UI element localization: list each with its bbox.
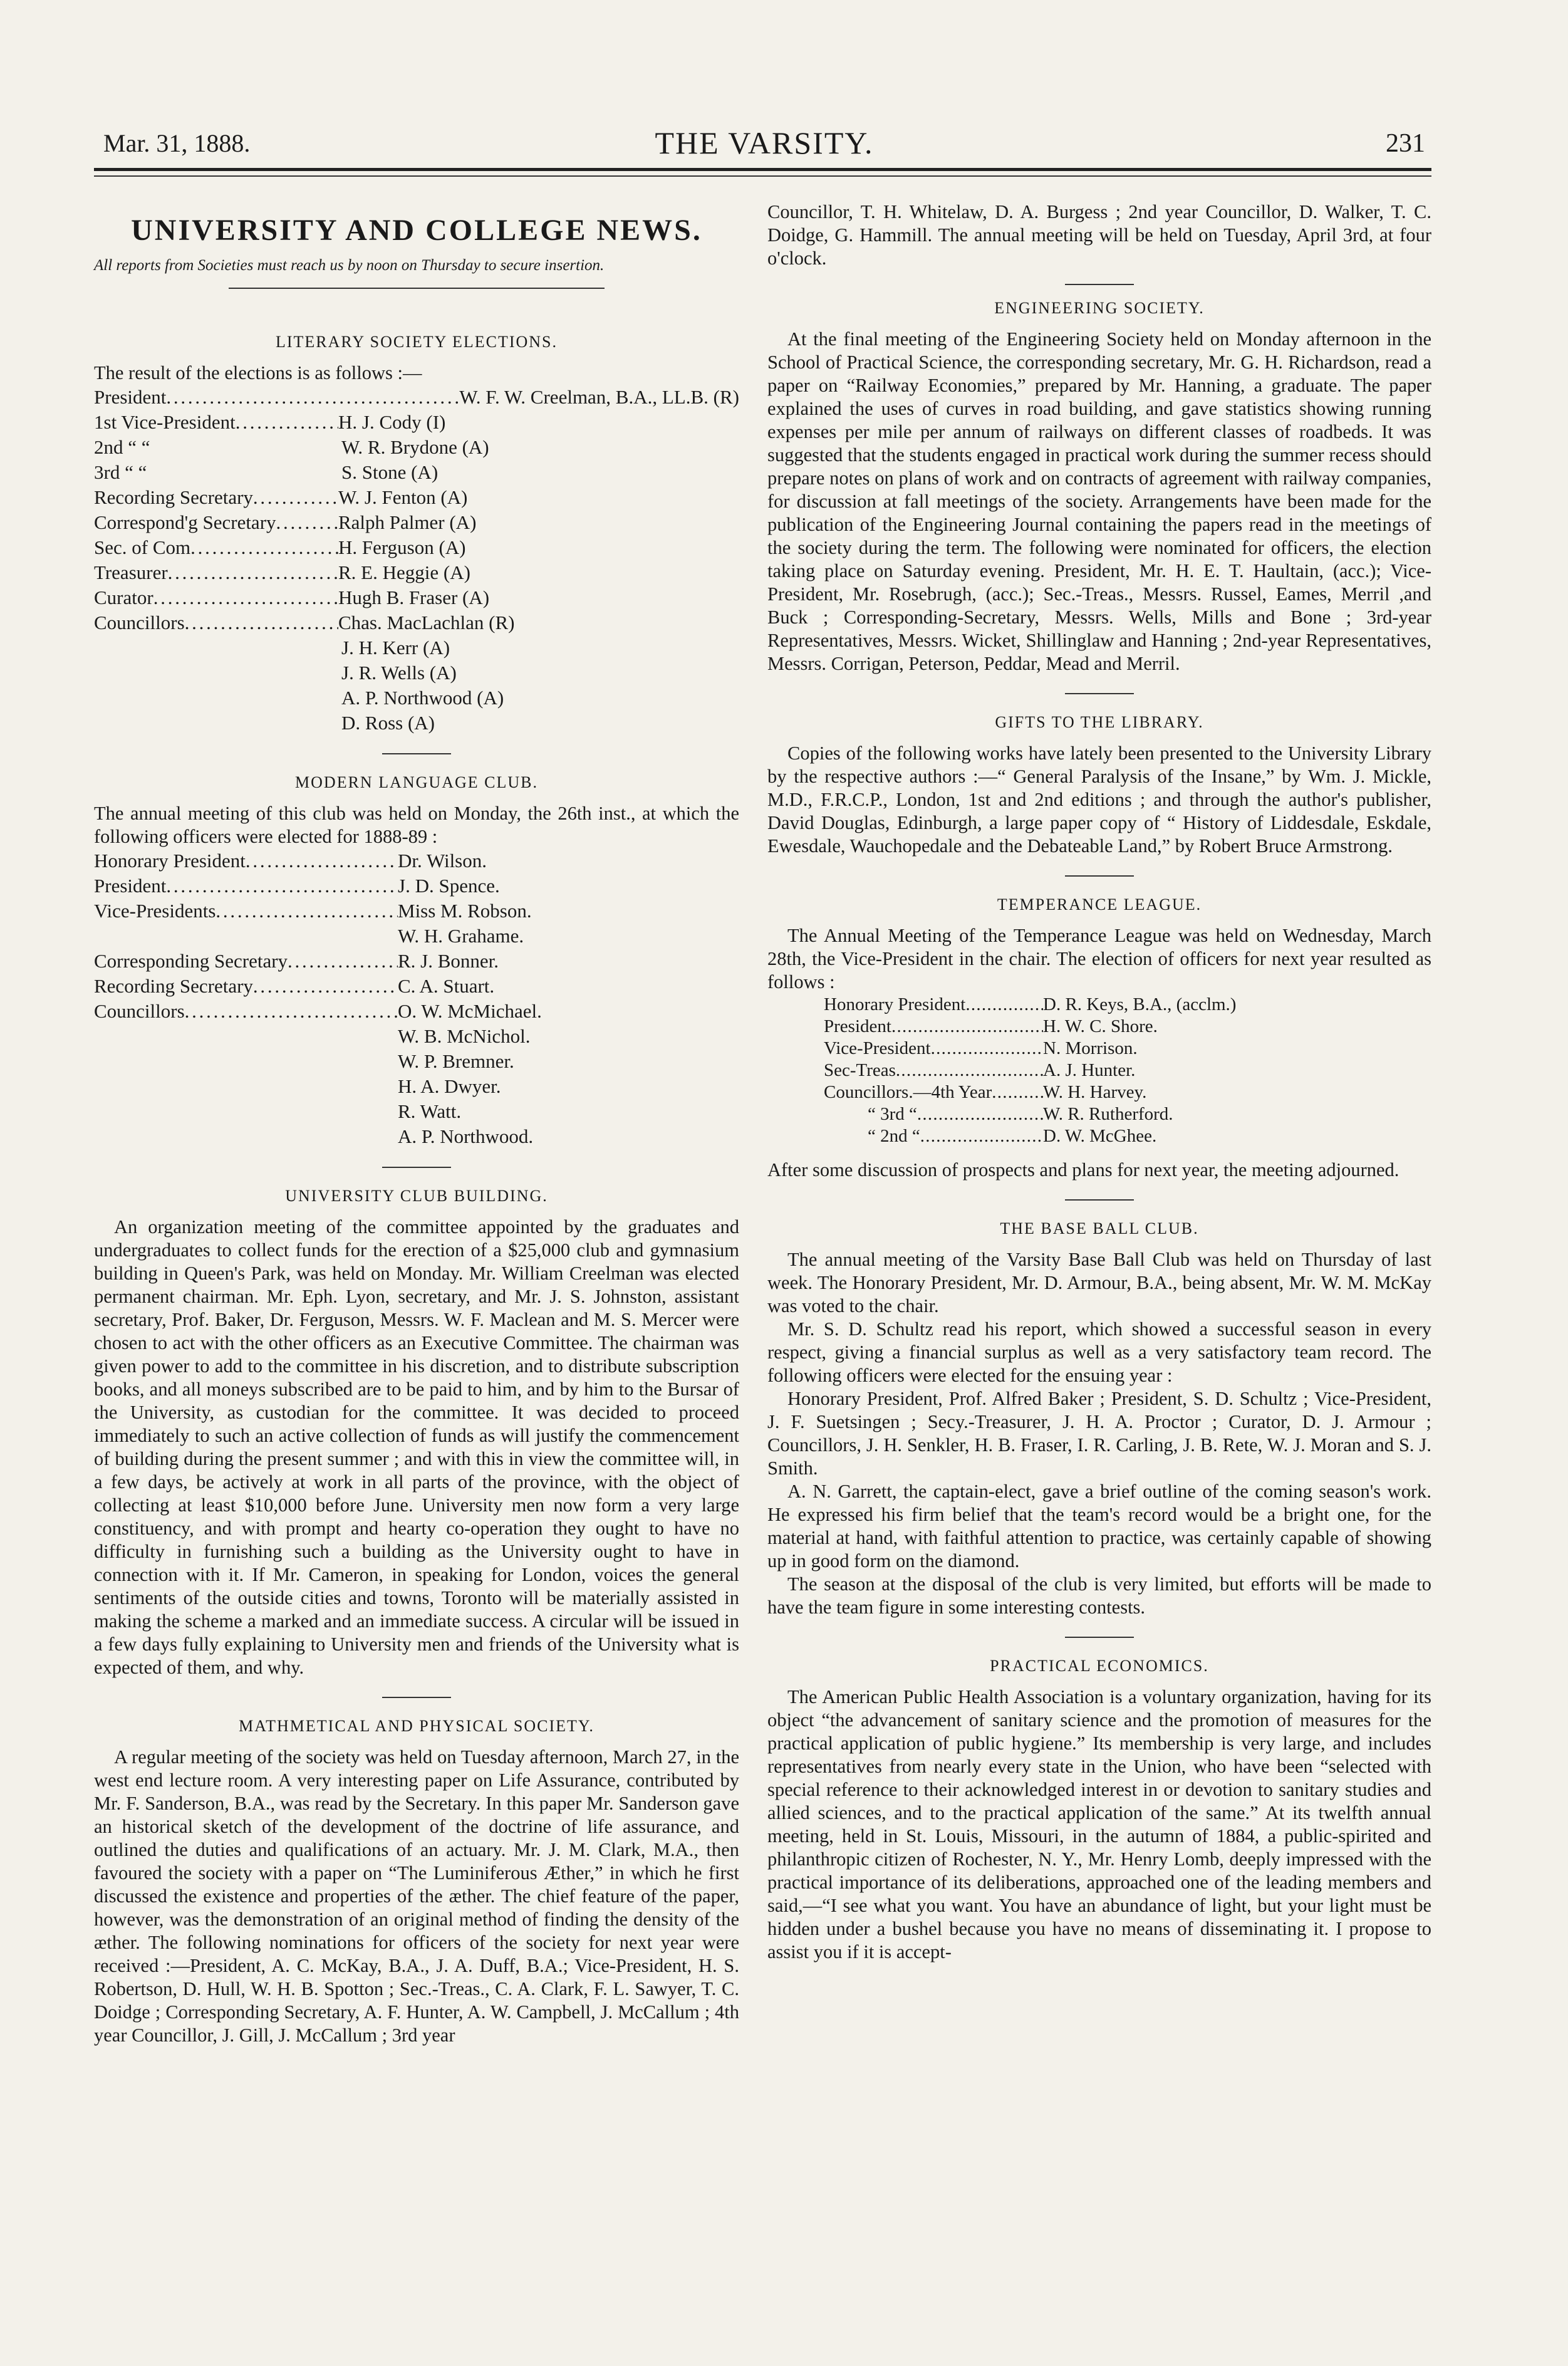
officer-row: W. B. McNichol. [398, 1025, 531, 1047]
university-club-article [94, 1187, 739, 1679]
officer-row: President . . . J. D. Spence. [94, 873, 739, 899]
result-row: J. R. Wells (A) [341, 662, 457, 684]
article-body: A regular meeting of the society was held on Tuesday afternoon, March 27, in the west end lecture room. A very interesting paper on Life Assurance, contributed by Mr. F. Sanderson, B.A., was read by the Secretary. In this paper Mr. Sanderson gave an historical sketch of the development of the doctrine of life assurance, and outlined the duties and qualifications of an actuary. Mr. J. M. Clark, M.A., then favoured the society with a paper on “The Luminiferous Æther,” in which he first discussed the existence and properties of the æther. The chief feature of the paper, however, was the demonstration of an original method of finding the density of the æther. The following nominations for officers of the society for next year were received :—President, A. C. McKay, B.A., J. A. Duff, B.A.; Vice-President, H. S. Robertson, D. Hull, W. H. B. Spotton ; Sec.-Treas., C. A. Clark, F. L. Sawyer, T. C. Doidge ; Corresponding Secretary, A. F. Hunter, A. W. Campbell, J. McCallum ; 4th year Councillor, J. Gill, J. McCallum ; 3rd year [94, 1746, 739, 2046]
result-row: 3rd “ “ S. Stone (A) [94, 461, 439, 483]
result-row: J. H. Kerr (A) [341, 637, 450, 659]
article-title: ENGINEERING SOCIETY. [994, 299, 1205, 317]
divider [1065, 693, 1134, 694]
article-title: UNIVERSITY CLUB BUILDING. [285, 1187, 548, 1205]
officer-row: R. Watt. [398, 1100, 462, 1122]
officer-row: Vice-Presidents . . . Miss M. Robson. [94, 899, 739, 924]
result-row: Recording Secretary . . . W. J. Fenton (A) [94, 485, 739, 510]
result-row: Correspond'g Secretary . . . Ralph Palmer (A) [94, 510, 739, 535]
officer-row: Vice-President . . . N. Morrison. [824, 1038, 1300, 1060]
masthead-title: THE VARSITY. [655, 125, 874, 160]
result-row: Treasurer . . . R. E. Heggie (A) [94, 560, 739, 585]
article-paragraph: The season at the disposal of the club is very limited, but efforts will be made to have the team figure in some interesting contests. [767, 1573, 1431, 1618]
article-paragraph: Mr. S. D. Schultz read his report, which showed a successful season in every respect, giving a financial surplus as well as a very satisfactory team record. The following officers were elected for the ensuing year : [767, 1318, 1431, 1386]
divider [382, 1167, 451, 1168]
officer-row: Honorary President . . . D. R. Keys, B.A., (acclm.) [824, 994, 1300, 1016]
header-rule [94, 168, 1431, 171]
article-intro: The result of the elections is as follows :— [94, 362, 422, 383]
result-row: Sec. of Com . . . H. Ferguson (A) [94, 535, 739, 560]
temperance-league-article [767, 895, 1431, 1182]
modern-language-club-article [94, 773, 739, 1149]
result-row: President . . . W. F. W. Creelman, B.A., LL.B. (R) [94, 385, 739, 410]
article-paragraph: A. N. Garrett, the captain-elect, gave a brief outline of the coming season's work. He expressed his firm belief that the team's record would be a bright one, for the material at hand, with faithful attention to practice, was certainly capable of showing up in good form on the diamond. [767, 1481, 1431, 1571]
article-body: At the final meeting of the Engineering Society held on Monday afternoon in the School of Practical Science, the corresponding secretary, Mr. G. H. Richardson, read a paper on “Railway Economies,” prepared by Mr. Hanning, a graduate. The paper explained the uses of curves in road building, and gave statistics showing running expenses per mile per annum of railways on different classes of roadbeds. It was suggested that the students engaged in practical work during the summer recess should prepare notes on plans of work and on contracts of agreement with railway companies, for discussion at fall meetings of the society. Arrangements have been made for the publication of the Engineering Journal containing the papers read in the meetings of the society during the term. The following were nominated for officers, the election taking place on Saturday evening. President, Mr. H. E. T. Haultain, (acc.); Vice-President, Mr. Rosebrugh, (acc.); Sec.-Treas., Messrs. Russel, Eames, Merril ,and Buck ; Corresponding-Secretary, Messrs. Wells, Mills and Bone ; 3rd-year Representatives, Messrs. Wicket, Shillinglaw and Hanning ; 2nd-year Representatives, Messrs. Corrigan, Peterson, Peddar, Mead and Merril. [767, 328, 1431, 674]
result-row: 1st Vice-President . . . H. J. Cody (I) [94, 410, 739, 435]
article-paragraph: The annual meeting of the Varsity Base Ball Club was held on Thursday of last week. The Honorary President, Mr. D. Armour, B.A., being absent, Mr. W. M. McKay was voted to the chair. [767, 1249, 1431, 1316]
officer-row: Honorary President . . . Dr. Wilson. [94, 848, 739, 873]
divider [1065, 284, 1134, 285]
divider [229, 288, 605, 289]
math-physical-society-article [94, 1717, 739, 2047]
officer-row: “ 2nd “ . . . D. W. McGhee. [824, 1125, 1300, 1147]
article-title: TEMPERANCE LEAGUE. [997, 895, 1202, 914]
article-title: MODERN LANGUAGE CLUB. [295, 773, 538, 791]
officer-row: “ 3rd “ . . . W. R. Rutherford. [824, 1103, 1300, 1125]
officer-row: Councillors.—4th Year . . . W. H. Harvey. [824, 1081, 1300, 1103]
officers-table [767, 994, 1431, 1147]
officer-row: Recording Secretary . . . C. A. Stuart. [94, 974, 739, 999]
right-column [767, 201, 1431, 1964]
base-ball-club-article [767, 1219, 1431, 1619]
header-rule-thin [94, 175, 1431, 177]
officer-row: A. P. Northwood. [398, 1125, 534, 1147]
divider [382, 1697, 451, 1698]
officer-row: W. P. Bremner. [398, 1050, 514, 1072]
article-continuation: Councillor, T. H. Whitelaw, D. A. Burgess ; 2nd year Councillor, D. Walker, T. C. Doidge, G. Hammill. The annual meeting will be held on Tuesday, April 3rd, at four o'clock. [767, 201, 1431, 269]
literary-society-article [94, 333, 739, 736]
article-body: The American Public Health Association is a voluntary organization, having for its object “the advancement of sanitary science and the promotion of measures for the practical application of public hygiene.” Its membership is very large, and includes representatives from nearly every state in the Union, who have been “selected with special reference to their acknowledged interest in or devotion to sanitary studies and allied sciences, and to the practical application of the same.” At its twelfth annual meeting, held in St. Louis, Missouri, in the autumn of 1884, a public-spirited and philanthropic citizen of Rochester, N. Y., Mr. Henry Lomb, deeply impressed with the practical importance of its deliberations, approached one of the leading members and said,—“I see what you want. You have an abundance of light, but your light must be hidden under a bushel because you have no means of disseminating it. I propose to assist you if it is accept- [767, 1686, 1431, 1962]
article-body: An organization meeting of the committee appointed by the graduates and undergraduates to collect funds for the erection of a $25,000 club and gymnasium building in Queen's Park, was held on Monday. Mr. William Creelman was elected permanent chairman. Mr. Eph. Lyon, secretary, and Mr. J. S. Johnston, assistant secretary, Prof. Baker, Dr. Ferguson, Messrs. W. F. Maclean and M. S. Mercer were chosen to act with the other officers as an Executive Committee. The chairman was given power to add to the committee in his discretion, and to distribute subscription books, and all moneys subscribed are to be paid to him, and by him to the Bursar of the University, as custodian for the committee. It was decided to proceed immediately to such an active collection of funds as will justify the commencement of building during the present summer ; and with this in view the committee will, in a few days, be actively at work in all parts of the province, with the object of collecting at least $10,000 before June. University men now form a very large constituency, and with prompt and hearty co-operation they ought to have no difficulty in furnishing such a building as the University ought to have in connection with it. If Mr. Cameron, in speaking for London, voices the general sentiments of the outside cities and towns, Toronto will be materially assisted in making the scheme a marked and an immediate success. A circular will be issued in a few days fully explaining to University men and friends of the University what is expected of them, and why. [94, 1216, 739, 1678]
section-heading: UNIVERSITY AND COLLEGE NEWS. [131, 214, 702, 247]
engineering-society-article [767, 299, 1431, 675]
page-number: 231 [1386, 129, 1425, 158]
library-gifts-article [767, 713, 1431, 858]
page-header [103, 125, 1425, 172]
article-body: Copies of the following works have lately been presented to the University Library by the respective authors :—“ General Paralysis of the Insane,” by Wm. J. Mickle, M.D., F.R.C.P., London, 1st and 2nd editions ; and through the author's publisher, David Douglas, Edinburgh, a large paper copy of “ History of Liddesdale, Eskdale, Ewesdale, Wauchopedale and the Debateable Land,” by Robert Bruce Armstrong. [767, 743, 1431, 857]
officer-row: H. A. Dwyer. [398, 1075, 501, 1097]
article-intro: The Annual Meeting of the Temperance League was held on Wednesday, March 28th, the Vice-President in the chair. The election of officers for next year resulted as follows : [767, 925, 1431, 993]
divider [382, 753, 451, 754]
article-title: LITERARY SOCIETY ELECTIONS. [276, 333, 558, 351]
officer-row: Sec-Treas . . . A. J. Hunter. [824, 1060, 1300, 1081]
divider [1065, 875, 1134, 877]
article-title: THE BASE BALL CLUB. [1000, 1219, 1199, 1238]
issue-date: Mar. 31, 1888. [103, 129, 251, 157]
practical-economics-article [767, 1657, 1431, 1964]
officers-table [94, 848, 739, 1149]
result-row: A. P. Northwood (A) [341, 687, 504, 709]
divider [1065, 1637, 1134, 1638]
left-column [94, 201, 739, 2047]
article-intro: The annual meeting of this club was held on Monday, the 26th inst., at which the following officers were elected for 1888-89 : [94, 803, 739, 847]
officer-row: President . . . H. W. C. Shore. [824, 1016, 1300, 1038]
result-row: Curator . . . Hugh B. Fraser (A) [94, 585, 739, 610]
result-row: D. Ross (A) [341, 712, 435, 734]
officer-row: Councillors . . . O. W. McMichael. [94, 999, 739, 1024]
article-title: GIFTS TO THE LIBRARY. [995, 713, 1204, 731]
article-outro: After some discussion of prospects and plans for next year, the meeting adjourned. [767, 1159, 1399, 1180]
article-title: MATHMETICAL AND PHYSICAL SOCIETY. [239, 1717, 594, 1735]
result-row: 2nd “ “ W. R. Brydone (A) [94, 436, 489, 458]
article-title: PRACTICAL ECONOMICS. [990, 1657, 1209, 1675]
election-results-table [94, 385, 739, 736]
article-paragraph: Honorary President, Prof. Alfred Baker ; President, S. D. Schultz ; Vice-President, J. F. Suetsingen ; Secy.-Treasurer, J. H. A. Proctor ; Curator, D. J. Armour ; Councillors, J. H. Senkler, H. B. Fraser, I. R. Carling, J. B. Rete, W. J. Moran and S. J. Smith. [767, 1388, 1431, 1479]
divider [1065, 1199, 1134, 1201]
officer-row: W. H. Grahame. [398, 925, 524, 947]
result-row: Councillors . . . Chas. MacLachlan (R) [94, 610, 739, 635]
officer-row: Corresponding Secretary . . . R. J. Bonner. [94, 949, 739, 974]
submission-notice: All reports from Societies must reach us by noon on Thursday to secure insertion. [94, 257, 605, 274]
